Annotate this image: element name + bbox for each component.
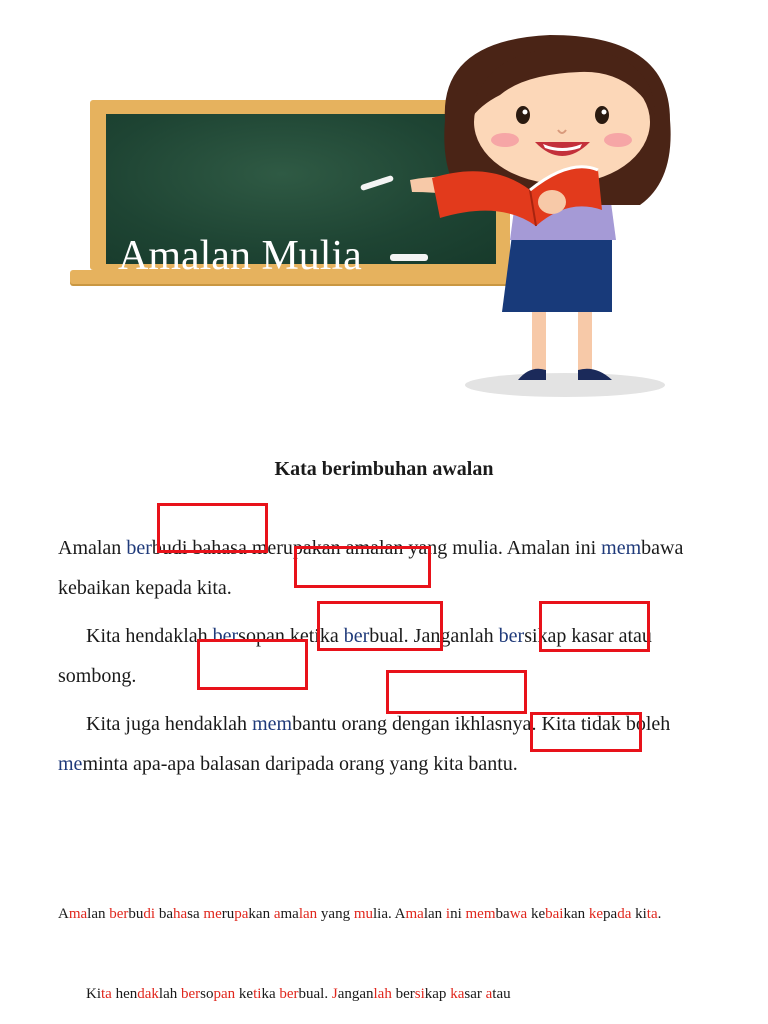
highlighted-fragment: ber <box>126 537 152 559</box>
highlighted-fragment: mu <box>353 906 374 922</box>
teacher-illustration-icon <box>340 30 700 410</box>
text-fragment: Kita hendaklah <box>86 625 213 647</box>
highlighted-fragment: me <box>203 906 222 922</box>
highlight-box <box>157 503 268 553</box>
banner <box>0 0 768 420</box>
highlighted-fragment: a <box>273 906 281 922</box>
highlighted-fragment: ta <box>646 906 658 922</box>
highlight-box <box>386 670 527 714</box>
highlighted-fragment: lah <box>373 986 392 1002</box>
text-fragment: budi bahasa merupakan amalan yang mulia. Amalan ini <box>151 537 602 559</box>
highlighted-fragment: i <box>445 906 451 922</box>
text-fragment: ni <box>450 906 466 922</box>
text-fragment: lia. A <box>373 906 406 922</box>
text-fragment: so <box>200 986 214 1002</box>
highlighted-fragment: pa <box>234 906 249 922</box>
text-fragment: kap <box>424 986 451 1002</box>
highlight-box <box>530 712 642 752</box>
highlighted-fragment: a <box>485 986 493 1002</box>
highlighted-fragment: me <box>58 753 83 775</box>
text-fragment: A <box>58 906 69 922</box>
highlighted-fragment: J <box>331 986 338 1002</box>
text-fragment: ru <box>221 906 235 922</box>
highlighted-fragment: wa <box>509 906 528 922</box>
text-fragment: ba <box>495 906 510 922</box>
text-fragment: minta apa-apa balasan daripada orang yang kita bantu. <box>82 753 518 775</box>
highlighted-fragment: ti <box>253 986 262 1002</box>
text-fragment: ka <box>261 986 280 1002</box>
text-fragment: sa <box>187 906 204 922</box>
highlighted-fragment: ber <box>498 625 525 647</box>
text-fragment: kan <box>248 906 274 922</box>
highlighted-fragment: da <box>617 906 632 922</box>
highlighted-fragment: bai <box>545 906 564 922</box>
highlighted-fragment: mem <box>465 906 496 922</box>
text-fragment: ki <box>631 906 647 922</box>
highlighted-fragment: ber <box>181 986 201 1002</box>
highlighted-fragment: ta <box>101 986 112 1002</box>
text-fragment: bu <box>128 906 144 922</box>
highlight-box <box>294 546 431 588</box>
text-fragment: lah <box>158 986 181 1002</box>
text-fragment: Kita juga hendaklah <box>86 713 253 735</box>
text-fragment: bual. Janganlah <box>369 625 499 647</box>
highlighted-fragment: ma <box>405 906 424 922</box>
highlighted-fragment: di <box>143 906 156 922</box>
text-fragment: sar <box>464 986 486 1002</box>
text-fragment: tau <box>492 986 511 1002</box>
highlighted-fragment: ha <box>173 906 188 922</box>
syllable-paragraph-1 <box>58 896 718 932</box>
highlighted-fragment: pan <box>213 986 236 1002</box>
text-fragment: Amalan <box>58 537 127 559</box>
text-fragment: sopan ketika <box>238 625 344 647</box>
highlight-box <box>317 601 443 651</box>
text-fragment: pa <box>603 906 618 922</box>
highlighted-fragment: mem <box>252 713 293 735</box>
text-fragment: bual. <box>298 986 332 1002</box>
highlighted-fragment: ke <box>588 906 604 922</box>
banner-title: Amalan Mulia <box>118 233 362 279</box>
text-fragment: ber <box>391 986 415 1002</box>
highlighted-fragment: ber <box>343 625 370 647</box>
highlighted-fragment: lan <box>298 906 318 922</box>
text-fragment: bantu orang dengan ikhlasnya. Kita tidak boleh <box>292 713 671 735</box>
highlighted-fragment: mem <box>601 537 642 559</box>
text-fragment: ba <box>155 906 173 922</box>
text-fragment: angan <box>337 986 374 1002</box>
highlighted-fragment: ber <box>279 986 299 1002</box>
highlighted-fragment: si <box>414 986 425 1002</box>
text-fragment: ma <box>280 906 299 922</box>
text-fragment: hen <box>111 986 138 1002</box>
text-fragment: ke <box>235 986 254 1002</box>
section-heading: Kata berimbuhan awalan <box>274 458 494 480</box>
highlighted-fragment: ka <box>450 986 465 1002</box>
text-fragment: lan <box>87 906 110 922</box>
highlight-box <box>539 601 650 652</box>
text-fragment: bawa kebaikan kepada kita. <box>58 537 684 599</box>
text-fragment: sikap kasar atau sombong. <box>58 625 652 687</box>
text-fragment: . <box>657 906 662 922</box>
text-fragment: lan <box>423 906 446 922</box>
text-fragment: kan <box>563 906 589 922</box>
highlighted-fragment: ma <box>68 906 88 922</box>
text-fragment: Ki <box>86 986 101 1002</box>
text-fragment: ke <box>527 906 546 922</box>
syllable-paragraph-2 <box>58 976 718 1012</box>
highlighted-fragment: dak <box>137 986 159 1002</box>
text-fragment: yang <box>317 906 354 922</box>
highlighted-fragment: ber <box>109 906 129 922</box>
highlight-box <box>197 639 308 690</box>
highlighted-fragment: ber <box>212 625 239 647</box>
